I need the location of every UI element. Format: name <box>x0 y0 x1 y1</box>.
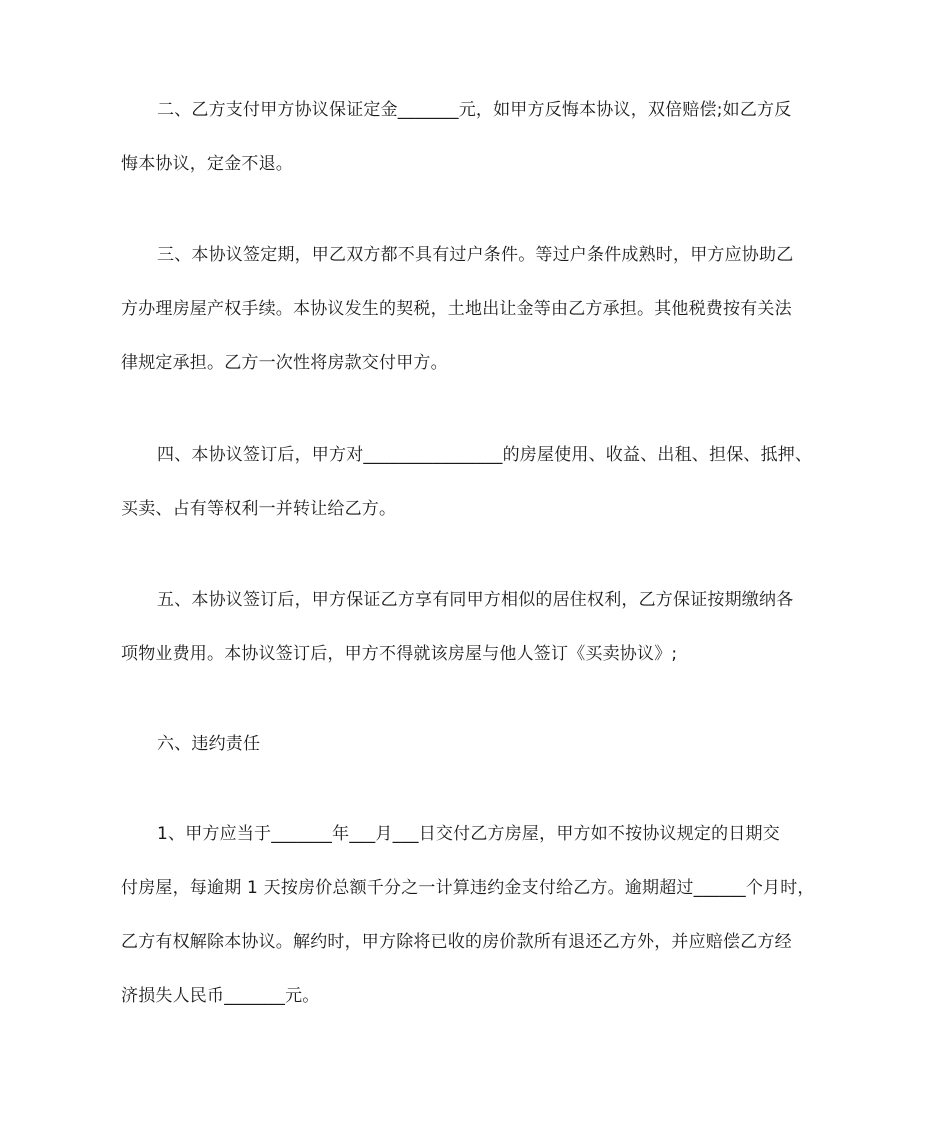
clause-4-paragraph <box>121 428 837 536</box>
clause-3-paragraph <box>121 228 837 390</box>
paragraph-line: 方办理房屋产权手续。本协议发生的契税，土地出让金等由乙方承担。其他税费按有关法 <box>121 299 792 319</box>
paragraph-line: 五、本协议签订后，甲方保证乙方享有同甲方相似的居住权利，乙方保证按期缴纳各 <box>157 590 794 610</box>
paragraph-line: 三、本协议签定期，甲乙双方都不具有过户条件。等过户条件成熟时，甲方应协助乙 <box>157 245 794 265</box>
clause-6-heading <box>121 717 837 771</box>
paragraph-line: 乙方有权解除本协议。解约时，甲方除将已收的房价款所有退还乙方外，并应赔偿乙方经 <box>121 932 792 952</box>
paragraph-line: 项物业费用。本协议签订后，甲方不得就该房屋与他人签订《买卖协议》; <box>121 644 678 664</box>
section-heading: 六、违约责任 <box>157 734 261 754</box>
paragraph-line: 济损失人民币_______元。 <box>121 986 320 1006</box>
paragraph-line: 买卖、占有等权利一并转让给乙方。 <box>121 499 397 519</box>
paragraph-line: 付房屋，每逾期 1 天按房价总额千分之一计算违约金支付给乙方。逾期超过______个月时， <box>121 878 815 898</box>
clause-6-1-paragraph <box>121 807 837 1023</box>
paragraph-line: 律规定承担。乙方一次性将房款交付甲方。 <box>121 353 448 373</box>
paragraph-line: 二、乙方支付甲方协议保证定金_______元，如甲方反悔本协议，双倍赔偿;如乙方反 <box>157 100 792 120</box>
paragraph-line: 四、本协议签订后，甲方对________________的房屋使用、收益、出租、担保、抵押、 <box>157 445 813 465</box>
clause-2-paragraph <box>121 83 837 191</box>
paragraph-line: 悔本协议，定金不退。 <box>121 154 293 174</box>
paragraph-line: 1、甲方应当于_______年___月___日交付乙方房屋，甲方如不按协议规定的日期交 <box>157 824 780 844</box>
clause-5-paragraph <box>121 573 837 681</box>
